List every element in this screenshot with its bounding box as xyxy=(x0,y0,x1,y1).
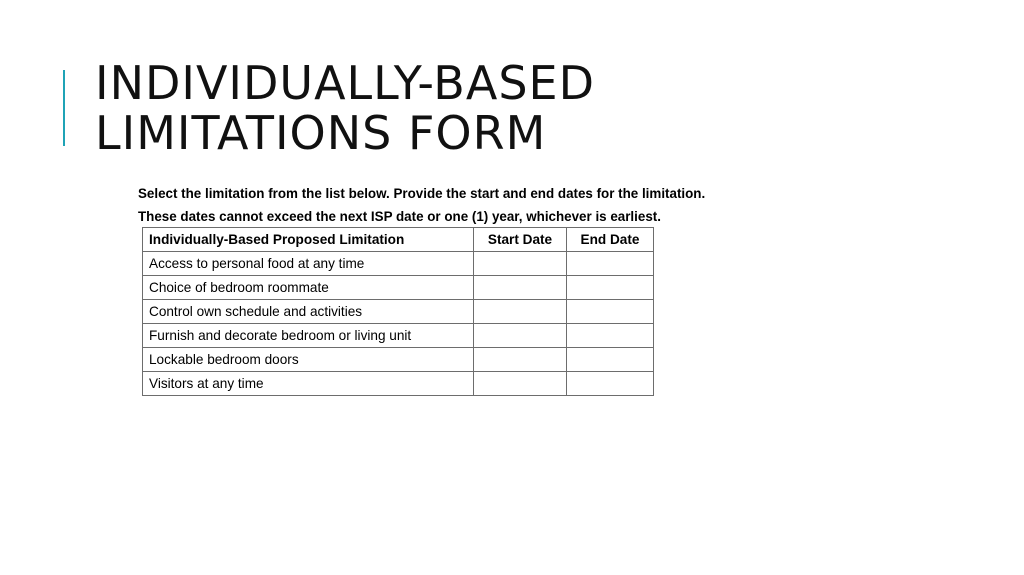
title-accent-bar xyxy=(63,70,65,146)
limitation-cell: Visitors at any time xyxy=(143,372,474,396)
table-row xyxy=(143,324,654,348)
end-date-cell xyxy=(567,372,654,396)
table-row xyxy=(143,372,654,396)
limitation-cell: Choice of bedroom roommate xyxy=(143,276,474,300)
limitations-form-image xyxy=(136,186,786,411)
end-date-cell xyxy=(567,324,654,348)
limitation-cell: Access to personal food at any time xyxy=(143,252,474,276)
start-date-cell xyxy=(474,324,567,348)
start-date-cell xyxy=(474,300,567,324)
start-date-cell xyxy=(474,372,567,396)
end-date-cell xyxy=(567,348,654,372)
table-row xyxy=(143,276,654,300)
start-date-cell xyxy=(474,348,567,372)
slide-title-line-1: INDIVIDUALLY-BASED xyxy=(95,56,596,110)
slide-title xyxy=(95,58,975,158)
header-end-date: End Date xyxy=(567,228,654,252)
table-row xyxy=(143,252,654,276)
slide-title-line-2: LIMITATIONS FORM xyxy=(95,106,547,160)
form-instruction-1: Select the limitation from the list below. Provide the start and end dates for the limitation. xyxy=(138,186,706,201)
table-header-row xyxy=(143,228,654,252)
start-date-cell xyxy=(474,252,567,276)
limitations-table xyxy=(142,227,654,396)
start-date-cell xyxy=(474,276,567,300)
end-date-cell xyxy=(567,300,654,324)
header-proposed-limitation: Individually-Based Proposed Limitation xyxy=(143,228,474,252)
table-row xyxy=(143,300,654,324)
limitation-cell: Lockable bedroom doors xyxy=(143,348,474,372)
limitation-cell: Control own schedule and activities xyxy=(143,300,474,324)
limitation-cell: Furnish and decorate bedroom or living unit xyxy=(143,324,474,348)
header-start-date: Start Date xyxy=(474,228,567,252)
end-date-cell xyxy=(567,276,654,300)
form-instruction-2: These dates cannot exceed the next ISP date or one (1) year, whichever is earliest. xyxy=(138,209,661,224)
end-date-cell xyxy=(567,252,654,276)
table-row xyxy=(143,348,654,372)
